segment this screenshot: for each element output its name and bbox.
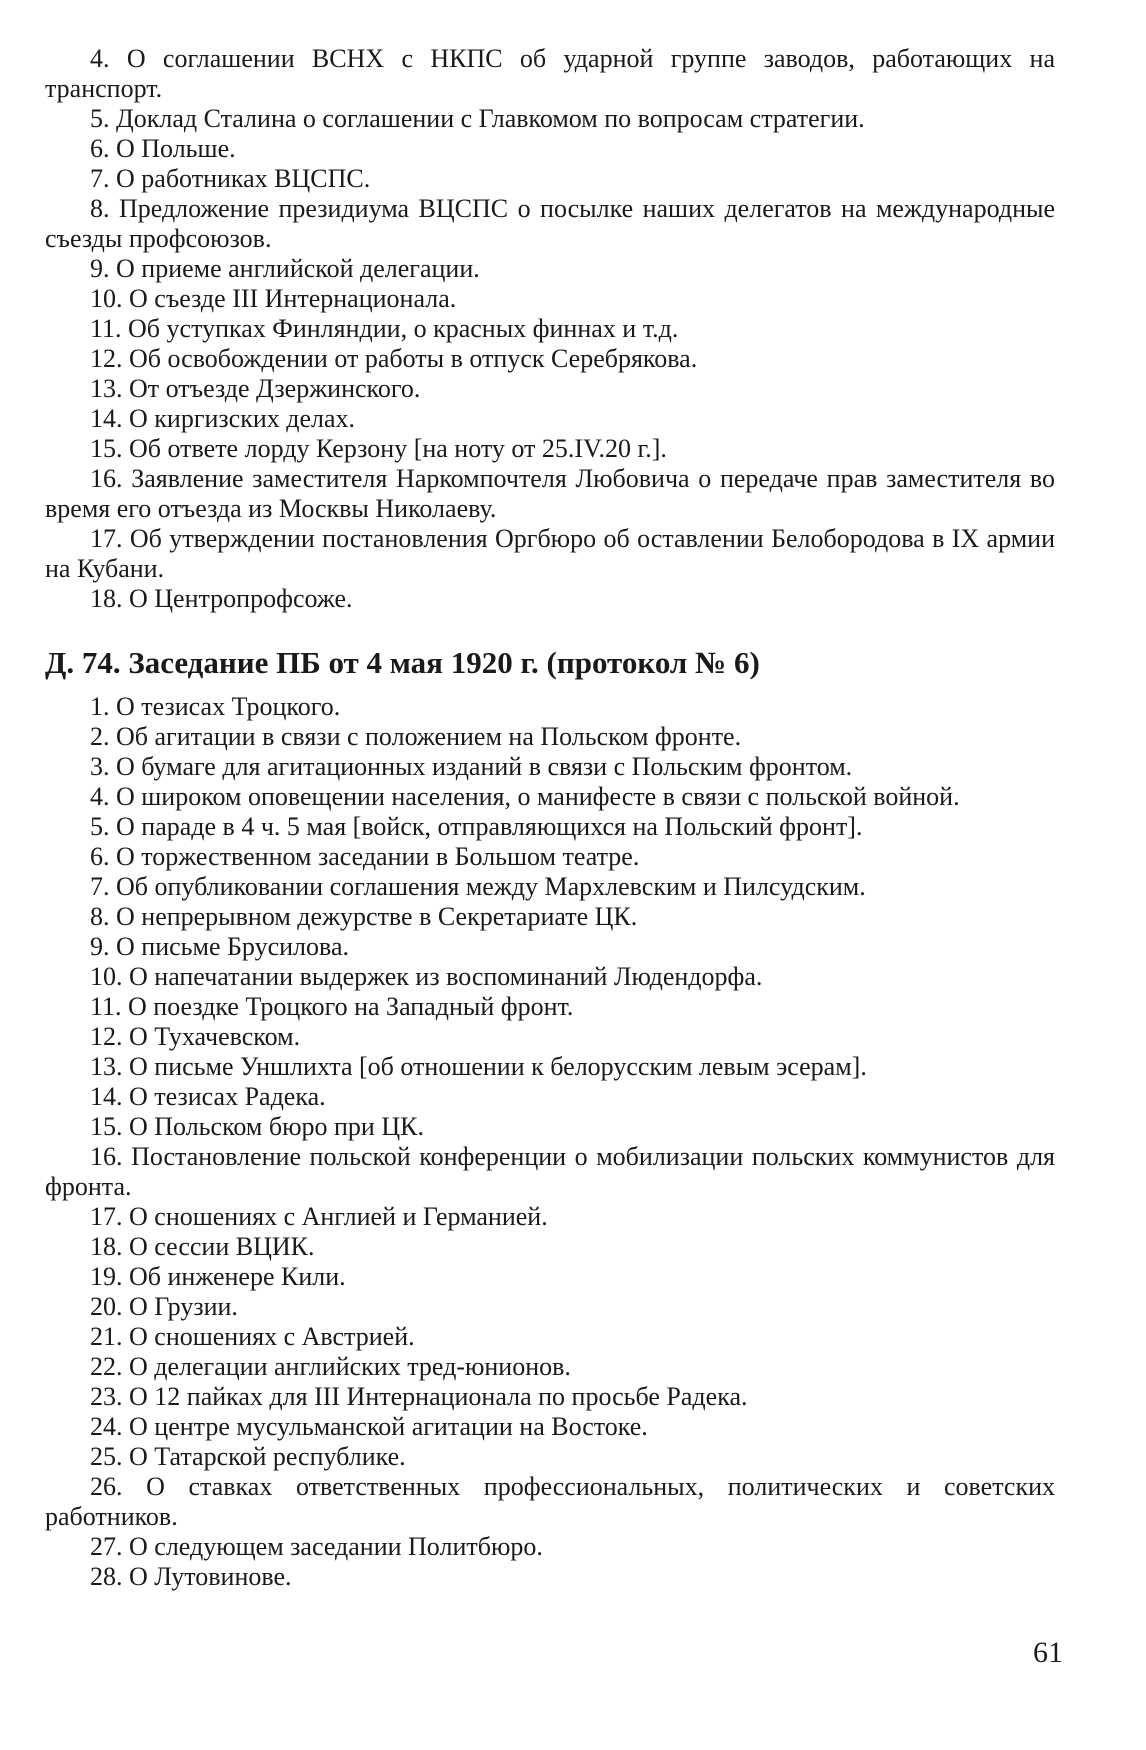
agenda-item: 6. О Польше. xyxy=(90,134,236,163)
agenda-item: 27. О следующем заседании Политбюро. xyxy=(90,1532,543,1561)
agenda-item: 19. Об инженере Кили. xyxy=(90,1262,346,1291)
agenda-item: 8. О непрерывном дежурстве в Секретариате ЦК. xyxy=(90,902,638,931)
agenda-item: 11. Об уступках Финляндии, о красных финнах и т.д. xyxy=(90,314,679,343)
agenda-item: 17. Об утверждении постановления Оргбюро об оставлении Белобородова в IX армии на Кубани. xyxy=(45,524,1055,583)
agenda-item: 14. О киргизских делах. xyxy=(90,404,356,433)
agenda-item: 18. О Центропрофсоже. xyxy=(90,584,353,613)
agenda-item: 8. Предложение президиума ВЦСПС о посылке наших делегатов на международные съезды профсоюзов. xyxy=(45,194,1055,253)
section-heading: Д. 74. Заседание ПБ от 4 мая 1920 г. (протокол № 6) xyxy=(45,645,760,680)
agenda-item: 25. О Татарской республике. xyxy=(90,1442,406,1471)
agenda-item: 10. О съезде III Интернационала. xyxy=(90,284,457,313)
agenda-item: 3. О бумаге для агитационных изданий в связи с Польским фронтом. xyxy=(90,752,853,781)
agenda-item: 17. О сношениях с Англией и Германией. xyxy=(90,1202,548,1231)
agenda-list-meeting-6 xyxy=(45,692,1055,1592)
agenda-item: 22. О делегации английских тред-юнионов. xyxy=(90,1352,571,1381)
agenda-item: 1. О тезисах Троцкого. xyxy=(90,692,341,721)
agenda-item: 4. О широком оповещении населения, о манифесте в связи с польской войной. xyxy=(90,782,960,811)
agenda-item: 23. О 12 пайках для III Интернационала по просьбе Радека. xyxy=(90,1382,748,1411)
agenda-item: 16. Постановление польской конференции о мобилизации польских коммунистов для фронта. xyxy=(45,1142,1055,1201)
agenda-item: 12. Об освобождении от работы в отпуск Серебрякова. xyxy=(90,344,698,373)
agenda-item: 4. О соглашении ВСНХ с НКПС об ударной группе заводов, работающих на транспорт. xyxy=(45,44,1055,103)
agenda-item: 13. От отъезде Дзержинского. xyxy=(90,374,421,403)
agenda-item: 20. О Грузии. xyxy=(90,1292,238,1321)
agenda-item: 14. О тезисах Радека. xyxy=(90,1082,326,1111)
agenda-item: 16. Заявление заместителя Наркомпочтеля Любовича о передаче прав заместителя во время его отъезда из Москвы Николаеву. xyxy=(45,464,1055,523)
agenda-item: 10. О напечатании выдержек из воспоминаний Людендорфа. xyxy=(90,962,763,991)
agenda-item: 15. Об ответе лорду Керзону [на ноту от 25.IV.20 г.]. xyxy=(90,434,667,463)
agenda-item: 11. О поездке Троцкого на Западный фронт. xyxy=(90,992,574,1021)
agenda-item: 26. О ставках ответственных профессиональных, политических и советских работников. xyxy=(45,1472,1055,1531)
agenda-item: 5. О параде в 4 ч. 5 мая [войск, отправляющихся на Польский фронт]. xyxy=(90,812,863,841)
agenda-item: 9. О приеме английской делегации. xyxy=(90,254,480,283)
agenda-item: 7. О работниках ВЦСПС. xyxy=(90,164,371,193)
agenda-list-previous xyxy=(45,44,1055,614)
agenda-item: 6. О торжественном заседании в Большом театре. xyxy=(90,842,640,871)
page-number: 61 xyxy=(1033,1636,1063,1669)
agenda-item: 21. О сношениях с Австрией. xyxy=(90,1322,415,1351)
agenda-item: 18. О сессии ВЦИК. xyxy=(90,1232,315,1261)
agenda-item: 13. О письме Уншлихта [об отношении к белорусским левым эсерам]. xyxy=(90,1052,867,1081)
agenda-item: 2. Об агитации в связи с положением на Польском фронте. xyxy=(90,722,742,751)
agenda-item: 7. Об опубликовании соглашения между Мархлевским и Пилсудским. xyxy=(90,872,866,901)
agenda-item: 24. О центре мусульманской агитации на Востоке. xyxy=(90,1412,648,1441)
agenda-item: 28. О Лутовинове. xyxy=(90,1562,292,1591)
agenda-item: 9. О письме Брусилова. xyxy=(90,932,349,961)
agenda-item: 12. О Тухачевском. xyxy=(90,1022,301,1051)
agenda-item: 5. Доклад Сталина о соглашении с Главкомом по вопросам стратегии. xyxy=(90,104,865,133)
agenda-item: 15. О Польском бюро при ЦК. xyxy=(90,1112,424,1141)
